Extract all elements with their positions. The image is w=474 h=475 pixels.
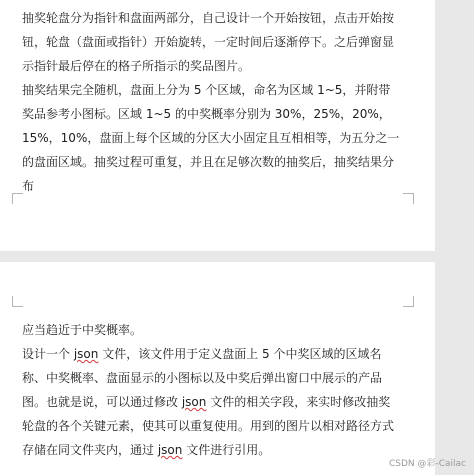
margin-corner-bottom-right bbox=[403, 193, 414, 204]
page-gap bbox=[0, 251, 474, 262]
paragraph-probability-description: 抽奖结果完全随机，盘面上分为 5 个区域，命名为区域 1~5，并附带奖品参考小图标。区域 1~5 的中奖概率分别为 30%，25%，20%，15%，10%，盘面上每个区域的分区大小固定且互相相等，为五分之一的盘面区域。抽奖过程可重复，并且在足够次数的抽奖后，抽奖结果分布 bbox=[22, 83, 400, 193]
paragraph-json-config bbox=[22, 342, 402, 462]
json-text-b: 文件，该文件用于定义盘面上 5 个中奖区域的区域名称、中奖概率、盘面显示的小图标以及中奖后弹出窗口中展示的产品图。也就是说，可以通过修改 bbox=[22, 347, 383, 409]
json-text-a: 设计一个 bbox=[22, 347, 74, 361]
margin-corner-top-left bbox=[12, 296, 23, 307]
json-text-c: 文件的相关字段，来实时修改抽奖轮盘的各个关键元素，使其可以重复使用。用到的图片以相对路径方式存储在同文件夹内，通过 bbox=[22, 395, 395, 457]
paragraph-continuation: 应当趋近于中奖概率。 bbox=[22, 323, 143, 337]
json-text-d: 文件进行引用。 bbox=[182, 443, 271, 457]
viewport-background bbox=[435, 0, 474, 475]
margin-corner-top-right bbox=[403, 296, 414, 307]
spellcheck-word-json-2: json bbox=[181, 395, 207, 409]
csdn-watermark: CSDN @彩-Cailac bbox=[388, 459, 466, 469]
margin-corner-bottom-left bbox=[12, 193, 23, 204]
paragraph-wheel-description: 抽奖轮盘分为指针和盘面两部分，自己设计一个开始按钮，点击开始按钮，轮盘（盘面或指针）开始旋转，一定时间后逐渐停下。之后弹窗显示指针最后停在的格子所指示的奖品图片。 bbox=[22, 11, 395, 73]
spellcheck-word-json-3: json bbox=[157, 443, 183, 457]
document-page-1 bbox=[0, 0, 435, 251]
spellcheck-word-json-1: json bbox=[73, 347, 99, 361]
